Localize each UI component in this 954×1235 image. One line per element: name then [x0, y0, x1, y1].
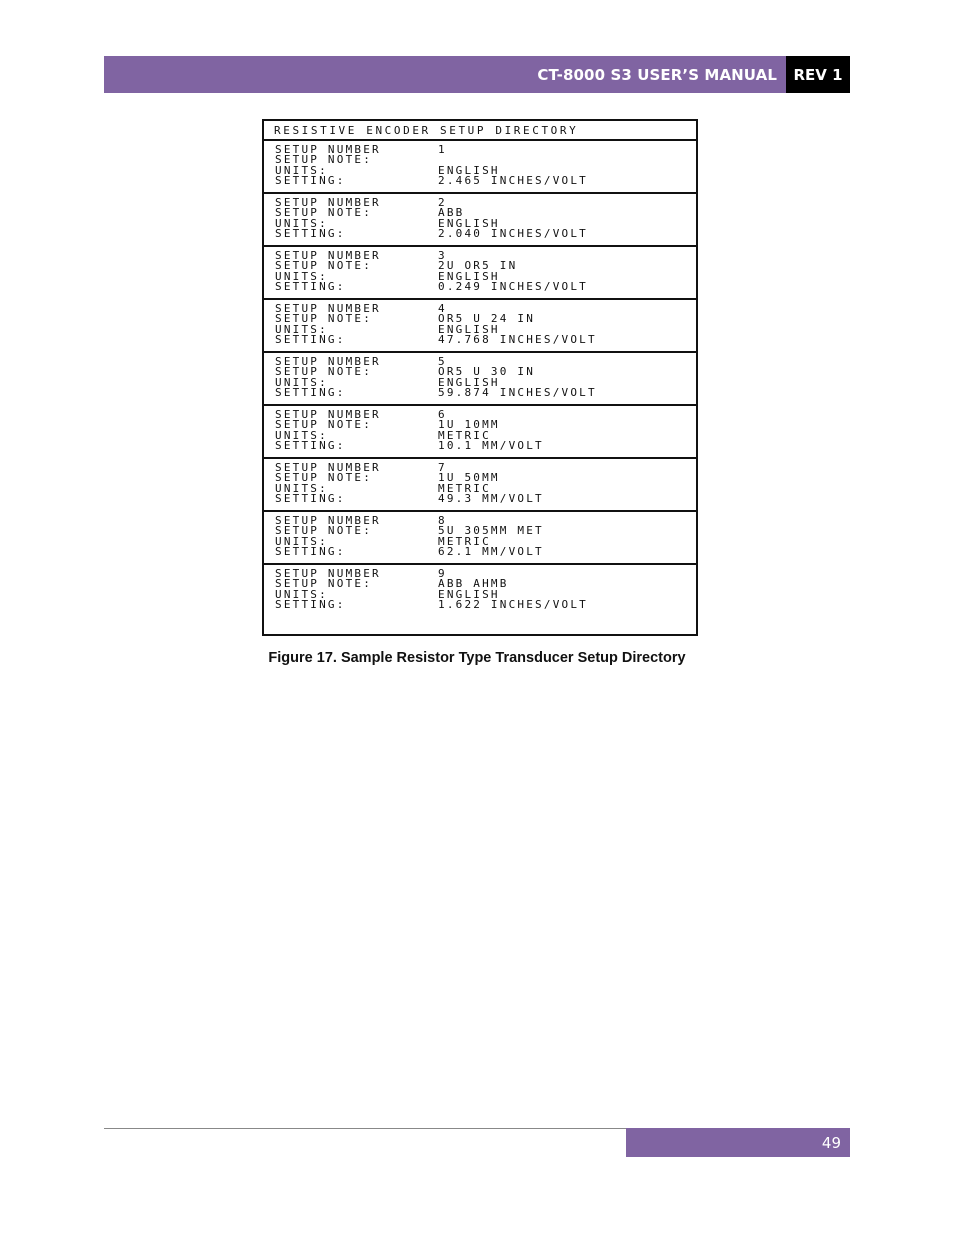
entry-value-note: ABB AHMB: [438, 577, 509, 591]
entry-value-note: 1U 50MM: [438, 471, 500, 485]
entry-line-setting: [275, 547, 696, 557]
directory-entry: [264, 247, 696, 300]
entry-line-setting: [275, 441, 696, 451]
entry-label-units: UNITS:: [275, 322, 328, 336]
entry-label-units: UNITS:: [275, 375, 328, 389]
entry-value-setting: 1.622 INCHES/VOLT: [438, 598, 588, 612]
entry-label-number: SETUP NUMBER: [275, 196, 381, 209]
directory-entry: [264, 406, 696, 459]
directory-entry: [264, 459, 696, 512]
entry-value-number: 5: [438, 355, 447, 368]
entry-value-setting: 49.3 MM/VOLT: [438, 492, 544, 506]
entry-value-number: 7: [438, 461, 447, 474]
entry-label-setting: SETTING:: [275, 492, 346, 506]
entry-value-number: 8: [438, 514, 447, 527]
entry-label-note: SETUP NOTE:: [275, 312, 373, 326]
footer-rule: [104, 1128, 626, 1129]
entry-label-note: SETUP NOTE:: [275, 471, 373, 485]
entry-line-setting: [275, 494, 696, 504]
entry-label-units: UNITS:: [275, 587, 328, 601]
entry-value-number: 4: [438, 302, 447, 315]
entry-label-number: SETUP NUMBER: [275, 302, 381, 315]
entry-value-setting: 2.040 INCHES/VOLT: [438, 227, 588, 241]
figure-caption: Figure 17. Sample Resistor Type Transducer Setup Directory: [268, 650, 686, 666]
entry-line-setting: [275, 229, 696, 239]
entry-label-note: SETUP NOTE:: [275, 418, 373, 432]
directory-title: RESISTIVE ENCODER SETUP DIRECTORY: [264, 121, 696, 141]
directory-entry: [264, 353, 696, 406]
entry-value-setting: 2.465 INCHES/VOLT: [438, 174, 588, 188]
entry-value-note: ABB: [438, 206, 465, 220]
entry-label-note: SETUP NOTE:: [275, 153, 373, 167]
entry-label-setting: SETTING:: [275, 227, 346, 241]
entry-label-setting: SETTING:: [275, 280, 346, 294]
manual-title: CT-8000 S3 USER’S MANUAL: [537, 65, 777, 84]
entry-value-note: 5U 305MM MET: [438, 524, 544, 538]
entry-label-setting: SETTING:: [275, 174, 346, 188]
entry-value-units: ENGLISH: [438, 269, 500, 283]
entry-value-setting: 10.1 MM/VOLT: [438, 439, 544, 453]
directory-entry: [264, 565, 696, 618]
entry-value-note: 1U 10MM: [438, 418, 500, 432]
entry-value-note: OR5 U 30 IN: [438, 365, 536, 379]
directory-entry: [264, 141, 696, 194]
setup-directory-printout: [262, 119, 698, 636]
entry-value-number: 6: [438, 408, 447, 421]
page-number: 49: [821, 1133, 841, 1152]
directory-entries: [264, 141, 696, 618]
directory-entry: [264, 300, 696, 353]
entry-label-units: UNITS:: [275, 216, 328, 230]
entry-value-number: 2: [438, 196, 447, 209]
directory-entry: [264, 512, 696, 565]
entry-label-note: SETUP NOTE:: [275, 206, 373, 220]
entry-label-number: SETUP NUMBER: [275, 249, 381, 262]
entry-value-units: METRIC: [438, 534, 491, 548]
entry-value-setting: 0.249 INCHES/VOLT: [438, 280, 588, 294]
revision-badge: REV 1: [786, 56, 850, 93]
entry-value-number: 1: [438, 143, 447, 156]
entry-label-note: SETUP NOTE:: [275, 259, 373, 273]
footer-bar: [626, 1128, 850, 1157]
entry-value-setting: 47.768 INCHES/VOLT: [438, 333, 597, 347]
entry-label-units: UNITS:: [275, 163, 328, 177]
entry-value-number: 9: [438, 567, 447, 580]
entry-value-note: 2U OR5 IN: [438, 259, 518, 273]
entry-line-setting: [275, 600, 696, 610]
entry-value-units: ENGLISH: [438, 375, 500, 389]
entry-label-units: UNITS:: [275, 428, 328, 442]
entry-label-note: SETUP NOTE:: [275, 365, 373, 379]
entry-value-units: METRIC: [438, 428, 491, 442]
entry-value-units: ENGLISH: [438, 163, 500, 177]
entry-label-units: UNITS:: [275, 481, 328, 495]
entry-label-setting: SETTING:: [275, 333, 346, 347]
entry-label-setting: SETTING:: [275, 545, 346, 559]
entry-line-setting: [275, 176, 696, 186]
header-bar: [104, 56, 850, 93]
entry-label-number: SETUP NUMBER: [275, 355, 381, 368]
entry-value-units: ENGLISH: [438, 322, 500, 336]
entry-label-units: UNITS:: [275, 269, 328, 283]
entry-line-setting: [275, 282, 696, 292]
entry-label-setting: SETTING:: [275, 598, 346, 612]
entry-label-number: SETUP NUMBER: [275, 143, 381, 156]
entry-value-setting: 62.1 MM/VOLT: [438, 545, 544, 559]
entry-label-number: SETUP NUMBER: [275, 461, 381, 474]
entry-line-setting: [275, 388, 696, 398]
entry-label-number: SETUP NUMBER: [275, 408, 381, 421]
entry-label-number: SETUP NUMBER: [275, 514, 381, 527]
entry-value-units: ENGLISH: [438, 216, 500, 230]
entry-value-units: ENGLISH: [438, 587, 500, 601]
entry-label-note: SETUP NOTE:: [275, 577, 373, 591]
entry-value-units: METRIC: [438, 481, 491, 495]
entry-label-number: SETUP NUMBER: [275, 567, 381, 580]
entry-value-setting: 59.874 INCHES/VOLT: [438, 386, 597, 400]
entry-label-units: UNITS:: [275, 534, 328, 548]
directory-entry: [264, 194, 696, 247]
entry-value-number: 3: [438, 249, 447, 262]
entry-value-note: OR5 U 24 IN: [438, 312, 536, 326]
entry-label-setting: SETTING:: [275, 386, 346, 400]
entry-label-setting: SETTING:: [275, 439, 346, 453]
entry-label-note: SETUP NOTE:: [275, 524, 373, 538]
entry-line-setting: [275, 335, 696, 345]
